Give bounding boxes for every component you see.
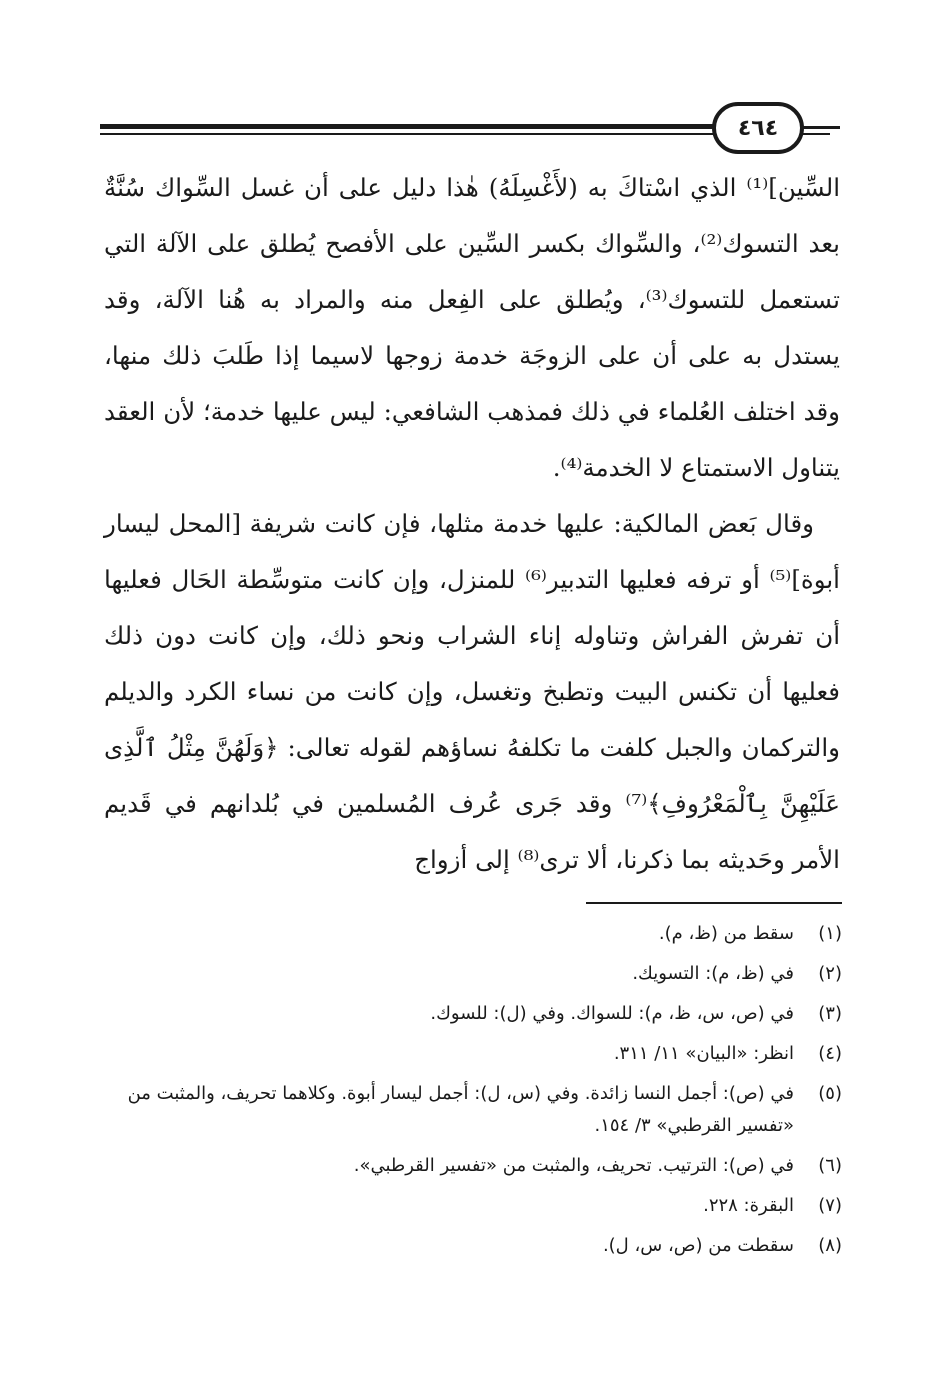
header-rule <box>100 124 740 129</box>
footnote <box>100 994 842 1034</box>
footnote-number: (٦) <box>818 1155 842 1176</box>
footnote <box>100 1034 842 1074</box>
footnote-separator <box>586 902 842 904</box>
page-header <box>100 98 840 158</box>
paragraph-2: وقال بَعض المالكية: عليها خدمة مثلها، فإن كانت شريفة [المحل ليسار أبوة]⁽⁵⁾ أو ترفه فعليها التدبير⁽⁶⁾ للمنزل، وإن كانت متوسِّطة الحَال فعليها أن تفرش الفراش وتناوله إناء الشراب ونحو ذلك، وإن كانت دون ذلك فعليها أن تكنس البيت وتطبخ وتغسل، وإن كانت من نساء الكرد والديلم والتركمان والجبل كلفت ما تكلفهُ نساؤهم لقوله تعالى: ﴿وَلَهُنَّ مِثْلُ ٱلَّذِى عَلَيْهِنَّ بِٱلْمَعْرُوفِ﴾⁽⁷⁾ وقد جَرى عُرف المُسلمين في بُلدانهم في قَديم الأمر وحَديثه بما ذكرنا، ألا ترى⁽⁸⁾ إلى أزواج <box>104 509 840 874</box>
footnote-number: (٢) <box>818 963 842 984</box>
footnote-number: (٤) <box>818 1043 842 1064</box>
footnote-text: سقطت من (ص، س، ل). <box>602 1235 794 1256</box>
footnote-text: في (ص، س، ظ، م): للسواك. وفي (ل): للسوك. <box>430 1003 794 1024</box>
footnote-text: في (ظ، م): التسويك. <box>632 963 794 984</box>
footnote <box>100 954 842 994</box>
footnote <box>100 1186 842 1226</box>
page-number: ٤٦٤ <box>712 102 804 154</box>
footnote <box>100 1074 842 1146</box>
footnote-text: البقرة: ٢٢٨. <box>703 1195 794 1216</box>
footnote-text: في (ص): الترتيب. تحريف، والمثبت من «تفسير القرطبي». <box>353 1155 794 1176</box>
header-rule-thin <box>100 133 740 135</box>
header-rule-right <box>800 126 840 129</box>
header-rule-right-thin <box>800 133 830 135</box>
footnote-text: في (ص): أجمل النسا زائدة. وفي (س، ل): أجمل ليسار أبوة. وكلاهما تحريف، والمثبت من «تفسير القرطبي» ٣/ ١٥٤. <box>127 1083 794 1136</box>
footnote-text: انظر: «البيان» ١١/ ٣١١. <box>613 1043 794 1064</box>
footnotes <box>100 914 842 1266</box>
footnote <box>100 1226 842 1266</box>
footnote-number: (٣) <box>818 1003 842 1024</box>
footnote-number: (١) <box>818 923 842 944</box>
footnote-number: (٥) <box>818 1083 842 1104</box>
footnote-text: سقط من (ظ، م). <box>658 923 794 944</box>
footnote <box>100 914 842 954</box>
footnote-number: (٧) <box>818 1195 842 1216</box>
footnote-number: (٨) <box>818 1235 842 1256</box>
main-text <box>104 160 840 888</box>
footnote <box>100 1146 842 1186</box>
paragraph-1: السِّين]⁽¹⁾ الذي اسْتاكَ به (لأَغْسِلَهُ) هٰذا دليل على أن غسل السِّواك سُنَّةٌ بعد التسوك⁽²⁾، والسِّواك بكسر السِّين على الأفصح يُطلق على الآلة التي تستعمل للتسوك⁽³⁾، ويُطلق على الفِعل منه والمراد به هُنا الآلة، وقد يستدل به على أن على الزوجَة خدمة زوجها لاسيما إذا طَلبَ ذلك منها، وقد اختلف العُلماء في ذلك فمذهب الشافعي: ليس عليها خدمة؛ لأن العقد يتناول الاستمتاع لا الخدمة⁽⁴⁾. <box>104 173 840 482</box>
